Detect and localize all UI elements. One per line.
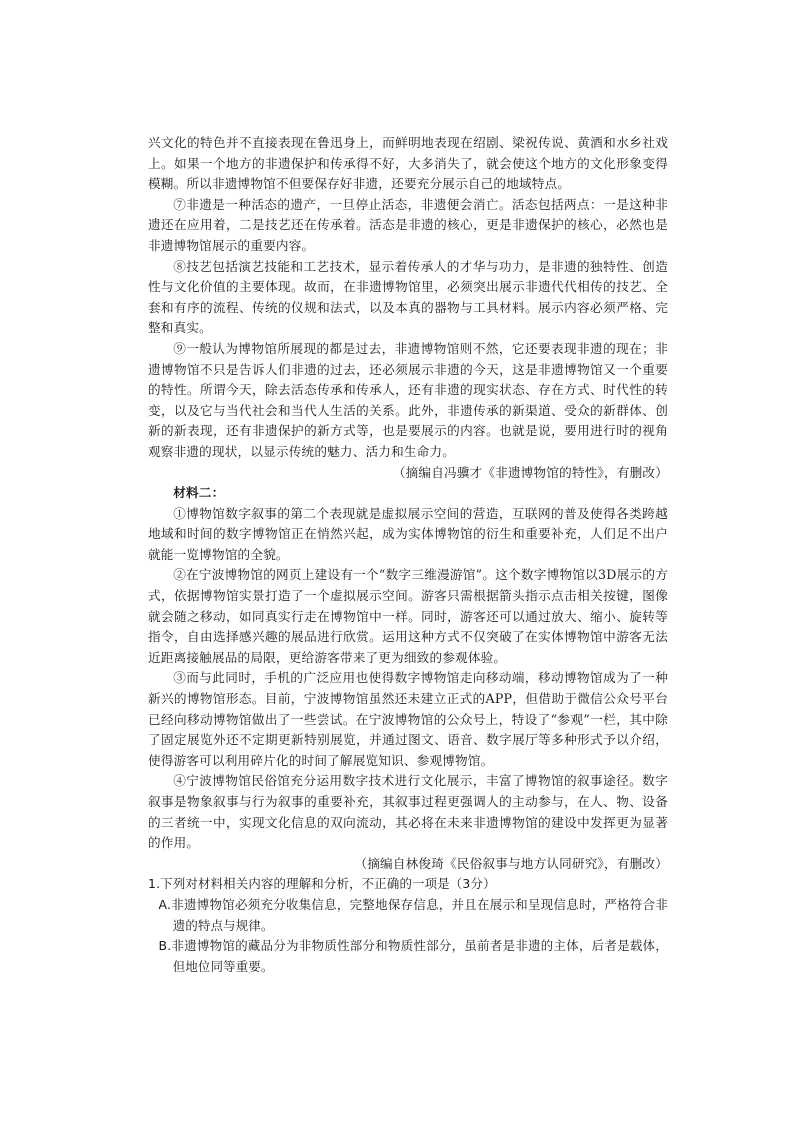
material2-paragraph-1: ①博物馆数字叙事的第二个表现就是虚拟展示空间的营造，互联网的普及使得各类跨越地域和时间的数字博物馆正在悄然兴起，成为实体博物馆的衍生和重要补充，人们足不出户就能一览博物馆的全貌。 (148, 505, 668, 562)
material1-paragraph-9: ⑨一般认为博物馆所展现的都是过去，非遗博物馆则不然，它还要表现非遗的现在；非遗博物馆不只是告诉人们非遗的过去，还必须展示非遗的今天，这是非遗博物馆又一个重要的特性。所谓今天，除去活态传承和传承人，还有非遗的现实状态、存在方式、时代性的转变，以及它与当代社会和当代人生活的关系。此外，非遗传承的新渠道、受众的新群体、创新的新表现，还有非遗保护的新方式等，也是要展示的内容。也就是说，要用进行时的视角观察非遗的现状，以显示传统的魅力、活力和生命力。 (148, 340, 668, 459)
question-1-option-b: B.非遗博物馆的藏品分为非物质性部分和物质性部分，虽前者是非遗的主体，后者是载体，但地位同等重要。 (158, 938, 668, 974)
material1-paragraph-8: ⑧技艺包括演艺技能和工艺技术，显示着传承人的才华与功力，是非遗的独特性、创造性与文化价值的主要体现。故而，在非遗博物馆里，必须突出展示非遗代代相传的技艺、全套和有序的流程、传统的仪规和法式，以及本真的器物与工具材料。展示内容必须严格、完整和真实。 (148, 258, 668, 336)
material2-paragraph-3: ③而与此同时，手机的广泛应用也使得数字博物馆走向移动端，移动博物馆成为了一种新兴的博物馆形态。目前，宁波博物馆虽然还未建立正式的APP，但借助于微信公众号平台已经向移动博物馆做出了一些尝试。在宁波博物馆的公众号上，特设了“参观”一栏，其中除了固定展览外还不定期更新特别展览，并通过图文、语音、数字展厅等多种形式予以介绍，使得游客可以利用碎片化的时间了解展览知识、参观博物馆。 (148, 670, 668, 768)
material2-source: （摘编自林俊琦《民俗叙事与地方认同研究》，有删改） (354, 855, 668, 871)
material1-source: （摘编自冯骥才《非遗博物馆的特性》，有删改） (392, 464, 668, 480)
material2-paragraph-2: ②在宁波博物馆的网页上建设有一个“数字三维漫游馆”。这个数字博物馆以3D展示的方式，依据博物馆实景打造了一个虚拟展示空间。游客只需根据箭头指示点击相关按键，图像就会随之移动，如同真实行走在博物馆中一样。同时，游客还可以通过放大、缩小、旋转等指令，自由选择感兴趣的展品进行欣赏。运用这种方式不仅突破了在实体博物馆中游客无法近距离接触展品的局限，更给游客带来了更为细致的参观体验。 (148, 567, 668, 665)
question-1-option-a: A.非遗博物馆必须充分收集信息，完整地保存信息，并且在展示和呈现信息时，严格符合非遗的特点与规律。 (158, 896, 668, 933)
material2-paragraph-4: ④宁波博物馆民俗馆充分运用数字技术进行文化展示，丰富了博物馆的叙事途径。数字叙事是物象叙事与行为叙事的重要补充，其叙事过程更强调人的主动参与，在人、物、设备的三者统一中，实现文化信息的双向流动，其必将在未来非遗博物馆的建设中发挥更为显著的作用。 (148, 773, 668, 851)
material1-paragraph-7: ⑦非遗是一种活态的遗产，一旦停止活态，非遗便会消亡。活态包括两点：一是这种非遗还在应用着，二是技艺还在传承着。活态是非遗的核心，更是非遗保护的核心，必然也是非遗博物馆展示的重要内容。 (148, 196, 668, 253)
exam-page (148, 133, 668, 977)
material1-continued-paragraph: 兴文化的特色并不直接表现在鲁迅身上，而鲜明地表现在绍剧、梁祝传说、黄酒和水乡社戏上。如果一个地方的非遗保护和传承得不好，大多消失了，就会使这个地方的文化形象变得模糊。所以非遗博物馆不但要保存好非遗，还要充分展示自己的地域特点。 (148, 135, 668, 192)
question-1-stem: 1.下列对材料相关内容的理解和分析，不正确的一项是（3分） (148, 876, 496, 892)
material2-heading: 材料二： (173, 485, 225, 501)
